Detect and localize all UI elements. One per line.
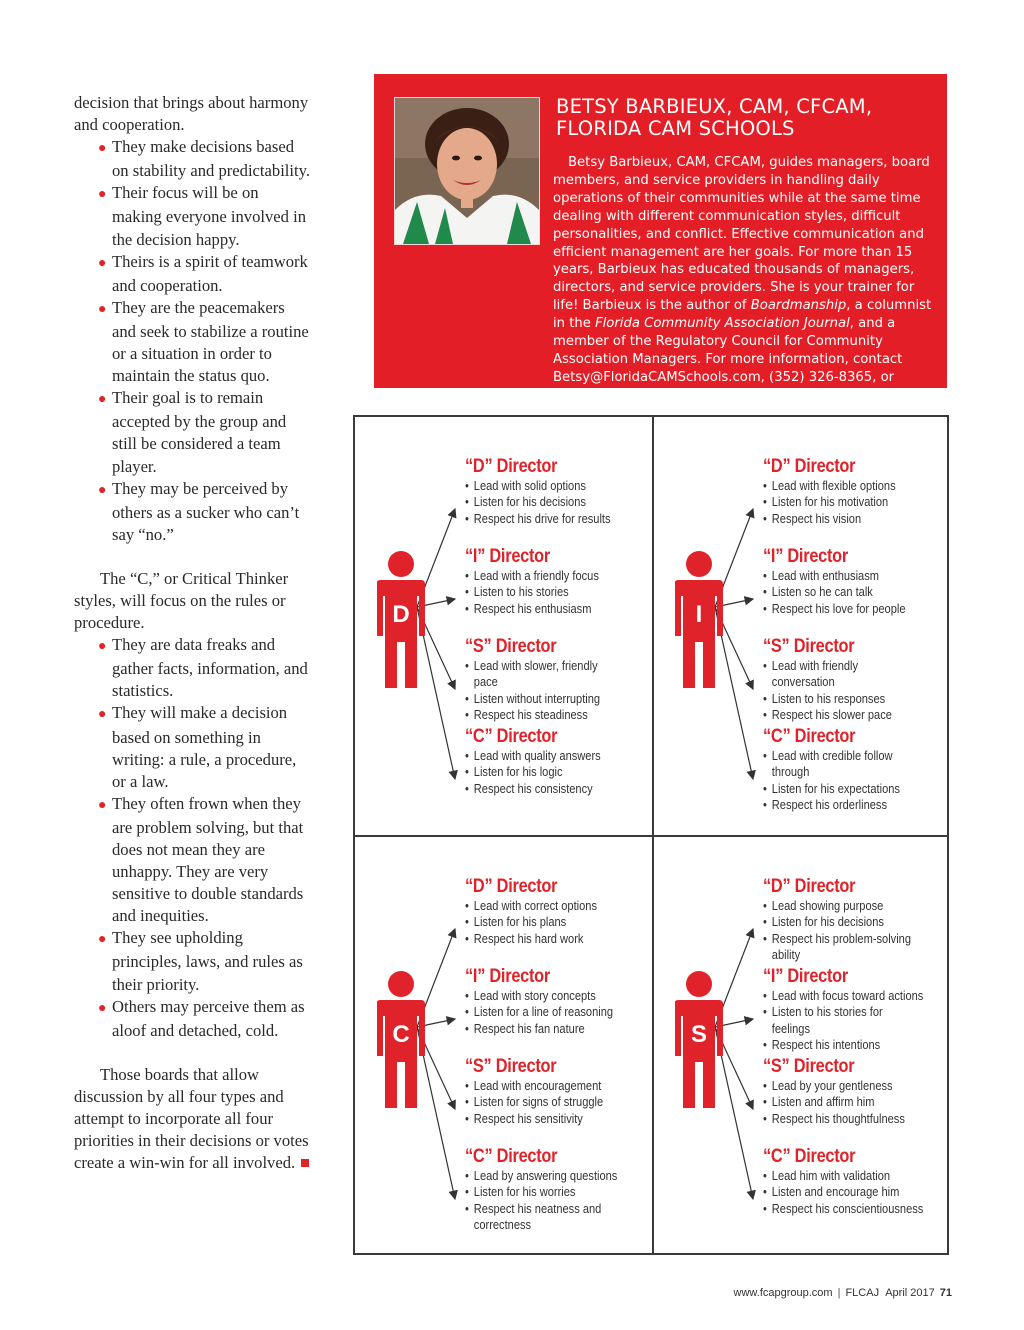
tips-list [763, 1078, 948, 1127]
bullet-dot: • [763, 1111, 767, 1126]
person-figure-icon [663, 550, 735, 690]
list-item [465, 1111, 628, 1127]
list-item [465, 568, 628, 584]
tips-list [763, 658, 948, 723]
director-section [465, 727, 650, 797]
bullet-dot: • [465, 749, 469, 763]
tips-list [465, 478, 650, 527]
director-section [763, 1147, 948, 1217]
tip-text: Listen to his stories for feelings [771, 1005, 883, 1036]
director-title: “C” Director [763, 1146, 856, 1167]
list-item: ● They are data freaks and gather facts, information, and statistics. [98, 635, 308, 701]
list-item [465, 1201, 619, 1234]
tip-text: Lead with focus toward actions [771, 989, 924, 1003]
list-item [465, 898, 628, 914]
tip-text: Listen for a line of reasoning [473, 1005, 614, 1020]
list-item: ● They may be perceived by others as a sucker who can’t say “no.” [98, 478, 300, 544]
website-link[interactable]: www.FloridaCAMSchools.com. [394, 387, 618, 403]
footer-publication: FLCAJ [845, 1287, 880, 1299]
director-title: “C” Director [763, 726, 856, 747]
list-item [763, 1184, 926, 1200]
director-section [763, 457, 948, 527]
bullet-dot: • [465, 1169, 469, 1183]
list-item: ● They make decisions based on stability and predictability. [98, 137, 311, 181]
list-item [763, 1201, 926, 1217]
tips-list [763, 898, 948, 963]
bio-text: Betsy Barbieux, CAM, CFCAM, guides managers, board members, and service providers in handling daily operations of their communities while at the same time dealing with different communication styles, difficult personalities, and conflict. Effective communication and efficient management are her goals. For more than 15 years, Barbieux has educated thousands of managers, directors, and service providers. She is your trainer for life! Barbieux is the author of Boardmanship, a columnist in the Florida Community Association Journal, and a member of the Regulatory Council for Community Association Managers. For more information, contact Betsy@FloridaCAMSchools.com, (352) 326-8365, or www.FloridaCAMSchools.com. [394, 155, 932, 403]
book-title: Boardmanship [750, 298, 847, 314]
article-text-column [74, 92, 310, 1174]
list-item [763, 1004, 917, 1037]
list-item [763, 988, 926, 1004]
tips-list [763, 748, 948, 813]
bullet-dot: • [465, 1005, 469, 1020]
director-section [465, 547, 650, 617]
director-section [465, 457, 650, 527]
list-item [465, 494, 628, 510]
director-title: “C” Director [465, 1146, 558, 1167]
footer-issue: April 2017 [885, 1287, 935, 1299]
director-title: “S” Director [763, 636, 855, 657]
list-item [465, 511, 628, 527]
list-item [763, 797, 926, 813]
director-title: “D” Director [763, 876, 856, 897]
list-item [465, 1021, 628, 1037]
list-item [763, 898, 926, 914]
tip-text: Lead with slower, friendly pace [473, 659, 598, 690]
tip-text: Respect his hard work [473, 931, 584, 946]
tip-text: Respect his thoughtfulness [771, 1111, 905, 1126]
tips-list [465, 658, 650, 723]
list-item [465, 1184, 628, 1200]
bullet-dot: ● [98, 797, 107, 813]
list-item: ● They will make a decision based on something in writing: a rule, a procedure, or a law. [98, 703, 297, 791]
person-figure-icon [365, 970, 437, 1110]
list-item [763, 478, 926, 494]
footer-separator: | [837, 1287, 841, 1299]
list-item [465, 658, 619, 691]
tips-list [763, 478, 948, 527]
bullet-dot: • [465, 781, 469, 796]
list-item [763, 707, 926, 723]
list-item [465, 748, 628, 764]
director-section [465, 1147, 650, 1233]
list-item [763, 1094, 926, 1110]
bullet-dot: • [763, 707, 767, 722]
quadrant-s [653, 837, 949, 1255]
director-title: “D” Director [465, 876, 558, 897]
list-item [465, 988, 628, 1004]
tip-text: Respect his consistency [473, 781, 593, 796]
director-title: “D” Director [763, 456, 856, 477]
list-item [763, 511, 926, 527]
tip-text: Respect his neatness and correctness [473, 1201, 602, 1232]
bullet-dot: • [763, 601, 767, 616]
director-section [763, 1057, 948, 1127]
list-item [763, 658, 917, 691]
director-title: “C” Director [465, 726, 558, 747]
bullet-dot: ● [98, 141, 107, 157]
bullet-dot: • [763, 1169, 767, 1183]
disc-director-chart [353, 415, 949, 1255]
list-item: ● Their goal is to remain accepted by the group and still be considered a team player. [98, 388, 287, 476]
list-item [763, 1111, 926, 1127]
list-item: ● They often frown when they are problem solving, but that does not mean they are unhappy. They are very sensitive to double standards and inequities. [98, 793, 304, 926]
list-item [763, 494, 926, 510]
tip-text: Lead by your gentleness [771, 1079, 893, 1093]
tip-text: Lead with friendly conversation [771, 659, 859, 690]
tip-text: Respect his steadiness [473, 707, 588, 722]
list-item: ● They are the peacemakers and seek to stabilize a routine or a situation in order to maintain the status quo. [98, 297, 309, 386]
tips-list [465, 748, 650, 797]
bullet-dot: ● [98, 482, 107, 498]
tip-text: Respect his problem-solving ability [771, 931, 912, 962]
bullet-dot: • [465, 1201, 469, 1216]
director-section [465, 877, 650, 947]
list-item [465, 764, 628, 780]
bullet-dot: • [763, 1079, 767, 1093]
bullet-dot: • [763, 585, 767, 600]
list-item [763, 931, 917, 964]
tips-list [465, 988, 650, 1037]
tips-list [763, 988, 948, 1053]
list-item [465, 914, 628, 930]
style-letter: D [392, 601, 410, 628]
tips-list [465, 568, 650, 617]
author-bio-box [374, 74, 947, 403]
bullet-dot: ● [98, 707, 107, 723]
list-item [465, 931, 628, 947]
bullet-dot: • [465, 601, 469, 616]
bullet-dot: ● [98, 639, 107, 655]
style-letter: S [690, 1021, 708, 1048]
tips-list [465, 1168, 650, 1233]
bullet-dot: • [763, 899, 767, 913]
bullet-dot: ● [98, 1000, 107, 1016]
bullet-dot: • [763, 511, 767, 526]
bullet-dot: • [465, 569, 469, 583]
tip-text: Listen for his plans [473, 915, 567, 930]
list-item: ● Others may perceive them as aloof and detached, cold. [98, 996, 305, 1040]
tips-list [465, 898, 650, 947]
list-item [465, 478, 628, 494]
bullet-dot: • [465, 707, 469, 722]
tip-text: Lead with credible follow through [771, 749, 893, 780]
list-item [763, 914, 926, 930]
tip-text: Respect his conscientiousness [771, 1201, 924, 1216]
bio-heading: BETSY BARBIEUX, CAM, CFCAM, FLORIDA CAM SCHOOLS [556, 95, 873, 140]
tip-text: Respect his vision [771, 511, 862, 526]
bullet-dot: • [763, 659, 767, 673]
list-item [763, 1037, 926, 1053]
bullet-dot: • [465, 585, 469, 600]
paragraph-continuation: decision that brings about harmony and cooperation. [74, 93, 309, 135]
tips-list [763, 568, 948, 617]
director-section [465, 1057, 650, 1127]
c-style-bullet-list [74, 634, 310, 1042]
tips-list [763, 1168, 948, 1217]
page-number: 71 [939, 1287, 952, 1299]
tip-text: Listen for his expectations [771, 781, 900, 796]
tip-text: Listen for his motivation [771, 495, 889, 510]
bullet-dot: • [763, 749, 767, 763]
bullet-dot: • [763, 1185, 767, 1200]
director-title: “I” Director [465, 966, 550, 987]
tip-text: Listen for his decisions [473, 495, 586, 510]
list-item [465, 781, 628, 797]
list-item [763, 1078, 926, 1094]
director-section [763, 877, 948, 963]
list-item: ● Theirs is a spirit of teamwork and cooperation. [98, 251, 308, 295]
bullet-dot: • [465, 989, 469, 1003]
list-item: ● Their focus will be on making everyone involved in the decision happy. [98, 183, 307, 249]
bullet-dot: • [465, 1079, 469, 1093]
tip-text: Lead with flexible options [771, 479, 896, 493]
bullet-dot: • [465, 915, 469, 930]
director-title: “I” Director [465, 546, 550, 567]
director-title: “D” Director [465, 456, 558, 477]
list-item [763, 691, 926, 707]
tip-text: Lead with enthusiasm [771, 569, 879, 583]
tip-text: Lead with solid options [473, 479, 586, 493]
bullet-dot: • [763, 691, 767, 706]
list-item [763, 781, 926, 797]
bullet-dot: • [465, 495, 469, 510]
tip-text: Listen so he can talk [771, 585, 873, 600]
tip-text: Listen and affirm him [771, 1095, 875, 1110]
director-section [763, 637, 948, 723]
tip-text: Respect his fan nature [473, 1021, 585, 1036]
list-item [465, 691, 628, 707]
tip-text: Respect his drive for results [473, 511, 611, 526]
director-section [465, 637, 650, 723]
tip-text: Respect his sensitivity [473, 1111, 583, 1126]
director-title: “S” Director [465, 636, 557, 657]
tip-text: Listen for signs of struggle [473, 1095, 604, 1110]
tip-text: Listen to his responses [771, 691, 886, 706]
bullet-dot: • [763, 931, 767, 946]
tip-text: Respect his intentions [771, 1037, 881, 1052]
bullet-dot: • [465, 1021, 469, 1036]
list-item [465, 1094, 628, 1110]
director-section [465, 967, 650, 1037]
tip-text: Listen for his decisions [771, 915, 884, 930]
tip-text: Listen without interrupting [473, 691, 601, 706]
bullet-dot: • [465, 691, 469, 706]
list-item [763, 748, 917, 781]
tip-text: Listen to his stories [473, 585, 569, 600]
tip-text: Listen and encourage him [771, 1185, 900, 1200]
quadrant-d [355, 417, 651, 835]
bullet-dot: ● [98, 187, 107, 203]
footer-website: www.fcapgroup.com [733, 1287, 833, 1299]
director-section [763, 967, 948, 1053]
bullet-dot: ● [98, 255, 107, 271]
list-item [465, 601, 628, 617]
director-section [763, 727, 948, 813]
tip-text: Respect his slower pace [771, 707, 892, 722]
bullet-dot: • [763, 1201, 767, 1216]
bullet-dot: • [465, 1095, 469, 1110]
bullet-dot: • [763, 1037, 767, 1052]
quadrant-i [653, 417, 949, 835]
list-item [465, 707, 628, 723]
tip-text: Listen for his worries [473, 1185, 576, 1200]
list-item [465, 1004, 628, 1020]
bullet-dot: • [465, 931, 469, 946]
list-item [465, 584, 628, 600]
style-letter: C [392, 1021, 410, 1048]
bullet-dot: ● [98, 301, 107, 317]
bullet-dot: • [465, 1111, 469, 1126]
quadrant-c [355, 837, 651, 1255]
list-item [465, 1168, 628, 1184]
list-item: ● They see upholding principles, laws, and rules as their priority. [98, 928, 303, 994]
tips-list [465, 1078, 650, 1127]
person-figure-icon [663, 970, 735, 1110]
tip-text: Lead showing purpose [771, 899, 884, 913]
tip-text: Lead with a friendly focus [473, 569, 599, 583]
bullet-dot: • [763, 569, 767, 583]
bullet-dot: • [465, 479, 469, 493]
tip-text: Lead with encouragement [473, 1079, 602, 1093]
tip-text: Respect his orderliness [771, 797, 887, 812]
style-letter: I [695, 601, 703, 628]
page-footer [734, 1287, 952, 1299]
bullet-dot: • [763, 781, 767, 796]
bullet-dot: • [465, 765, 469, 780]
end-of-article-mark [301, 1159, 309, 1167]
director-title: “S” Director [465, 1056, 557, 1077]
bullet-dot: • [763, 989, 767, 1003]
tip-text: Respect his enthusiasm [473, 601, 592, 616]
director-section [763, 547, 948, 617]
tip-text: Lead with story concepts [473, 989, 596, 1003]
s-style-bullet-list [74, 136, 310, 546]
bullet-dot: • [763, 797, 767, 812]
director-title: “I” Director [763, 546, 848, 567]
director-title: “S” Director [763, 1056, 855, 1077]
bullet-dot: • [763, 1095, 767, 1110]
bullet-dot: • [465, 1185, 469, 1200]
bullet-dot: ● [98, 932, 107, 948]
bullet-dot: • [763, 479, 767, 493]
tip-text: Lead with correct options [473, 899, 598, 913]
list-item [465, 1078, 628, 1094]
director-title: “I” Director [763, 966, 848, 987]
bullet-dot: ● [98, 392, 107, 408]
list-item [763, 1168, 926, 1184]
list-item [763, 568, 926, 584]
tip-text: Lead him with validation [771, 1169, 891, 1183]
bullet-dot: • [763, 915, 767, 930]
bullet-dot: • [465, 899, 469, 913]
tip-text: Respect his love for people [771, 601, 906, 616]
list-item [763, 584, 926, 600]
bullet-dot: • [763, 1005, 767, 1020]
bullet-dot: • [465, 659, 469, 673]
journal-title: Florida Community Association Journal [595, 316, 850, 332]
person-figure-icon [365, 550, 437, 690]
list-item [763, 601, 926, 617]
bullet-dot: • [465, 511, 469, 526]
c-style-intro-paragraph: The “C,” or Critical Thinker styles, will focus on the rules or procedure. [74, 568, 289, 633]
tip-text: Lead by answering questions [473, 1169, 618, 1183]
tip-text: Listen for his logic [473, 765, 563, 780]
bullet-dot: • [763, 495, 767, 510]
tip-text: Lead with quality answers [473, 749, 601, 763]
closing-paragraph: Those boards that allow discussion by all four types and attempt to incorporate all four priorities in their decisions or votes create a win-win for all involved. [74, 1064, 309, 1173]
